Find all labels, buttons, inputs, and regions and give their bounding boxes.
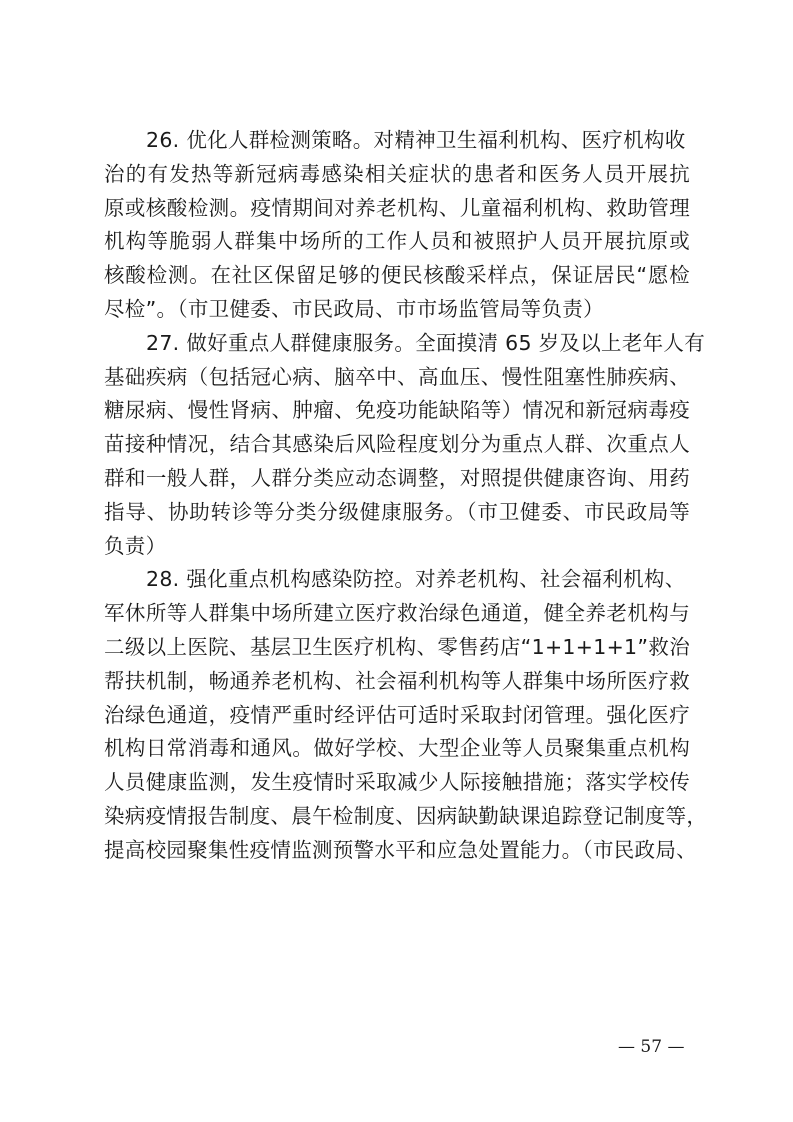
paragraph-28-line-6: 机构日常消毒和通风。做好学校、大型企业等人员聚集重点机构 [104,736,690,761]
paragraph-26-line-2: 治的有发热等新冠病毒感染相关症状的患者和医务人员开展抗 [104,161,690,186]
paragraph-26-line-6: 尽检”。（市卫健委、市民政局、市市场监管局等负责） [104,296,604,321]
paragraph-27-line-1: 27. 做好重点人群健康服务。全面摸清 65 岁及以上老年人有 [146,330,706,355]
paragraph-28-line-5: 治绿色通道，疫情严重时经评估可适时采取封闭管理。强化医疗 [104,702,690,727]
paragraph-27-line-7: 负责） [104,533,167,558]
paragraph-28-line-4: 帮扶机制，畅通养老机构、社会福利机构等人群集中场所医疗救 [104,668,690,693]
paragraph-26-line-1: 26. 优化人群检测策略。对精神卫生福利机构、医疗机构收 [146,128,686,152]
paragraph-27-line-2: 基础疾病（包括冠心病、脑卒中、高血压、慢性阻塞性肺疾病、 [104,364,690,389]
paragraph-26-line-4: 机构等脆弱人群集中场所的工作人员和被照护人员开展抗原或 [104,229,690,254]
page-number: — 57 — [618,1037,685,1057]
paragraph-27-line-3: 糖尿病、慢性肾病、肿瘤、免疫功能缺陷等）情况和新冠病毒疫 [104,398,690,423]
paragraph-27-line-6: 指导、协助转诊等分类分级健康服务。（市卫健委、市民政局等 [104,499,690,524]
paragraph-28-line-7: 人员健康监测，发生疫情时采取减少人际接触措施；落实学校传 [104,770,690,795]
paragraph-27-line-4: 苗接种情况，结合其感染后风险程度划分为重点人群、次重点人 [104,432,690,457]
paragraph-28-line-9: 提高校园聚集性疫情监测预警水平和应急处置能力。（市民政局、 [104,837,697,862]
body-text [104,124,708,868]
paragraph-28-line-1: 28. 强化重点机构感染防控。对养老机构、社会福利机构、 [146,567,686,592]
paragraph-28-line-3: 二级以上医院、基层卫生医疗机构、零售药店“1+1+1+1”救治 [104,634,690,659]
paragraph-27-line-5: 群和一般人群，人群分类应动态调整，对照提供健康咨询、用药 [104,465,690,490]
paragraph-26-line-5: 核酸检测。在社区保留足够的便民核酸采样点，保证居民“愿检 [104,263,690,288]
paragraph-28-line-2: 军休所等人群集中场所建立医疗救治绿色通道，健全养老机构与 [104,601,690,626]
paragraph-28-line-8: 染病疫情报告制度、晨午检制度、因病缺勤缺课追踪登记制度等， [104,803,708,828]
paragraph-26-line-3: 原或核酸检测。疫情期间对养老机构、儿童福利机构、救助管理 [104,195,690,220]
